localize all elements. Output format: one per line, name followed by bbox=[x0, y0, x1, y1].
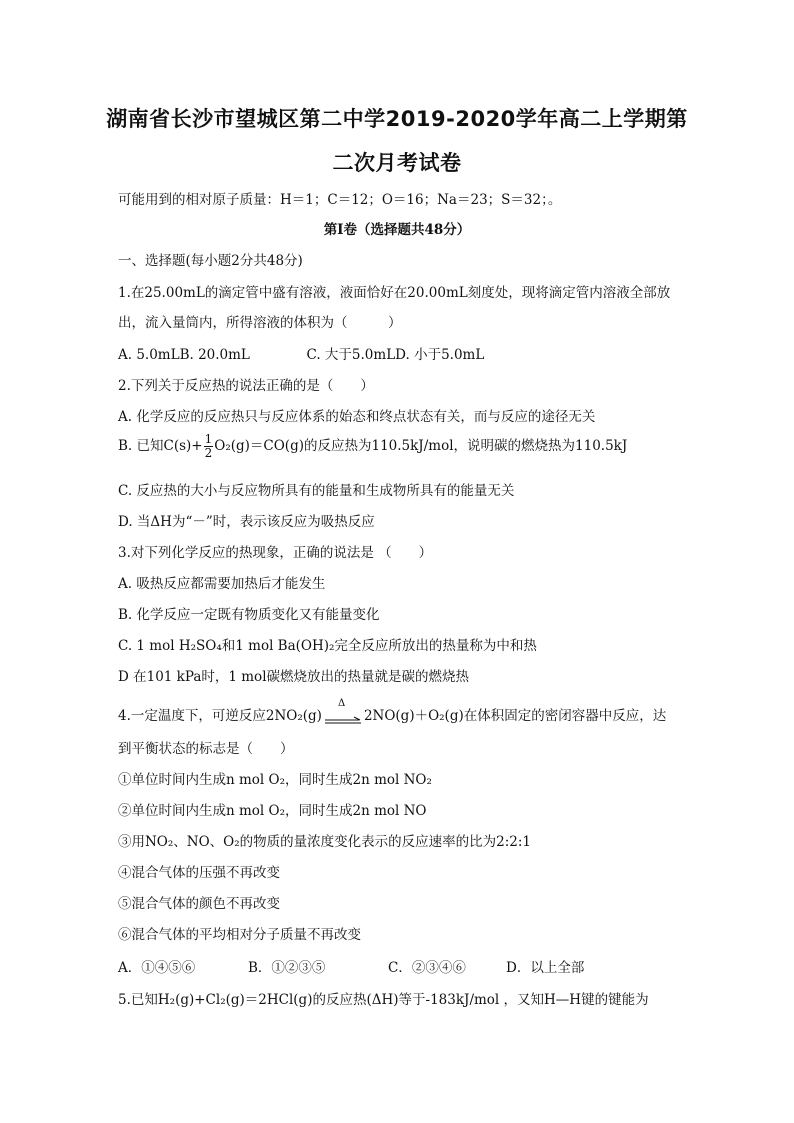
q3-option-c: C. 1 mol H₂SO₄和1 mol Ba(OH)₂完全反应所放出的热量称为中和热 bbox=[118, 638, 537, 654]
q4-stem-pre: 4.一定温度下，可逆反应2NO₂(g) bbox=[118, 708, 322, 724]
q1-options bbox=[118, 343, 484, 363]
fraction-numerator: 1 bbox=[204, 432, 213, 446]
q4-stem-line-1 bbox=[118, 697, 667, 724]
reversible-arrow-icon bbox=[324, 697, 362, 724]
q4-item-6: ⑥混合气体的平均相对分子质量不再改变 bbox=[118, 927, 361, 943]
q4-stem-post: 2NO(g)＋O₂(g)在体积固定的密闭容器中反应，达 bbox=[363, 708, 667, 724]
q4-option-d: D．以上全部 bbox=[506, 960, 585, 976]
atomic-mass-note: 可能用到的相对原子质量：H＝1；C＝12；O＝16；Na＝23；S＝32；。 bbox=[118, 192, 562, 208]
q4-option-a: A．①④⑤⑥ bbox=[118, 960, 196, 976]
q1-stem-line-1: 1.在25.00mL的滴定管中盛有溶液，液面恰好在20.00mL刻度处，现将滴定管内溶液全部放 bbox=[118, 285, 671, 301]
arrow-label: Δ bbox=[337, 697, 346, 709]
q4-option-c: C．②③④⑥ bbox=[388, 960, 466, 976]
q2-option-b-post: O₂(g)＝CO(g)的反应热为110.5kJ/mol，说明碳的燃烧热为110.5kJ bbox=[214, 438, 628, 454]
q2-option-d: D. 当ΔH为“－”时，表示该反应为吸热反应 bbox=[118, 514, 375, 530]
q3-stem: 3.对下列化学反应的热现象，正确的说法是 （ ） bbox=[118, 545, 433, 561]
fraction-one-half bbox=[204, 433, 214, 460]
q4-option-b: B．①②③⑤ bbox=[248, 960, 326, 976]
q5-stem-line-1: 5.已知H₂(g)+Cl₂(g)＝2HCl(g)的反应热(ΔH)等于-183kJ/mol ，又知H—H键的键能为 bbox=[118, 992, 649, 1008]
q4-item-2: ②单位时间内生成n mol O₂，同时生成2n mol NO bbox=[118, 803, 427, 819]
q1-options-cd: C. 大于5.0mLD. 小于5.0mL bbox=[306, 347, 485, 363]
q2-option-b-pre: B. 已知C(s)+ bbox=[118, 438, 203, 454]
section-heading: 第Ⅰ卷（选择题共48分） bbox=[323, 222, 471, 238]
fraction-denominator: 2 bbox=[204, 446, 213, 460]
q1-stem-line-2: 出，流入量筒内，所得溶液的体积为（ ） bbox=[118, 315, 402, 331]
q4-stem-line-2: 到平衡状态的标志是（ ） bbox=[118, 741, 294, 757]
q4-item-4: ④混合气体的压强不再改变 bbox=[118, 865, 280, 881]
q3-option-d: D 在101 kPa时，1 mol碳燃烧放出的热量就是碳的燃烧热 bbox=[118, 669, 470, 685]
q2-option-b bbox=[118, 433, 627, 460]
q4-item-1: ①单位时间内生成n mol O₂，同时生成2n mol NO₂ bbox=[118, 772, 432, 788]
part-one-heading: 一、选择题(每小题2分共48分) bbox=[118, 253, 303, 269]
q1-options-ab: A. 5.0mLB. 20.0mL bbox=[118, 347, 250, 363]
page-title-line-1: 湖南省长沙市望城区第二中学2019-2020学年高二上学期第 bbox=[106, 107, 688, 131]
q4-item-3: ③用NO₂、NO、O₂的物质的量浓度变化表示的反应速率的比为2:2:1 bbox=[118, 834, 532, 850]
q3-option-b: B. 化学反应一定既有物质变化又有能量变化 bbox=[118, 607, 380, 623]
q4-options bbox=[118, 956, 584, 976]
q2-option-a: A. 化学反应的反应热只与反应体系的始态和终点状态有关，而与反应的途径无关 bbox=[118, 409, 596, 425]
arrow-svg bbox=[324, 710, 362, 726]
q4-item-5: ⑤混合气体的颜色不再改变 bbox=[118, 896, 280, 912]
q2-option-c: C. 反应热的大小与反应物所具有的能量和生成物所具有的能量无关 bbox=[118, 483, 515, 499]
page-title-line-2: 二次月考试卷 bbox=[332, 151, 462, 175]
q3-option-a: A. 吸热反应都需要加热后才能发生 bbox=[118, 576, 326, 592]
q2-stem: 2.下列关于反应热的说法正确的是（ ） bbox=[118, 378, 374, 394]
